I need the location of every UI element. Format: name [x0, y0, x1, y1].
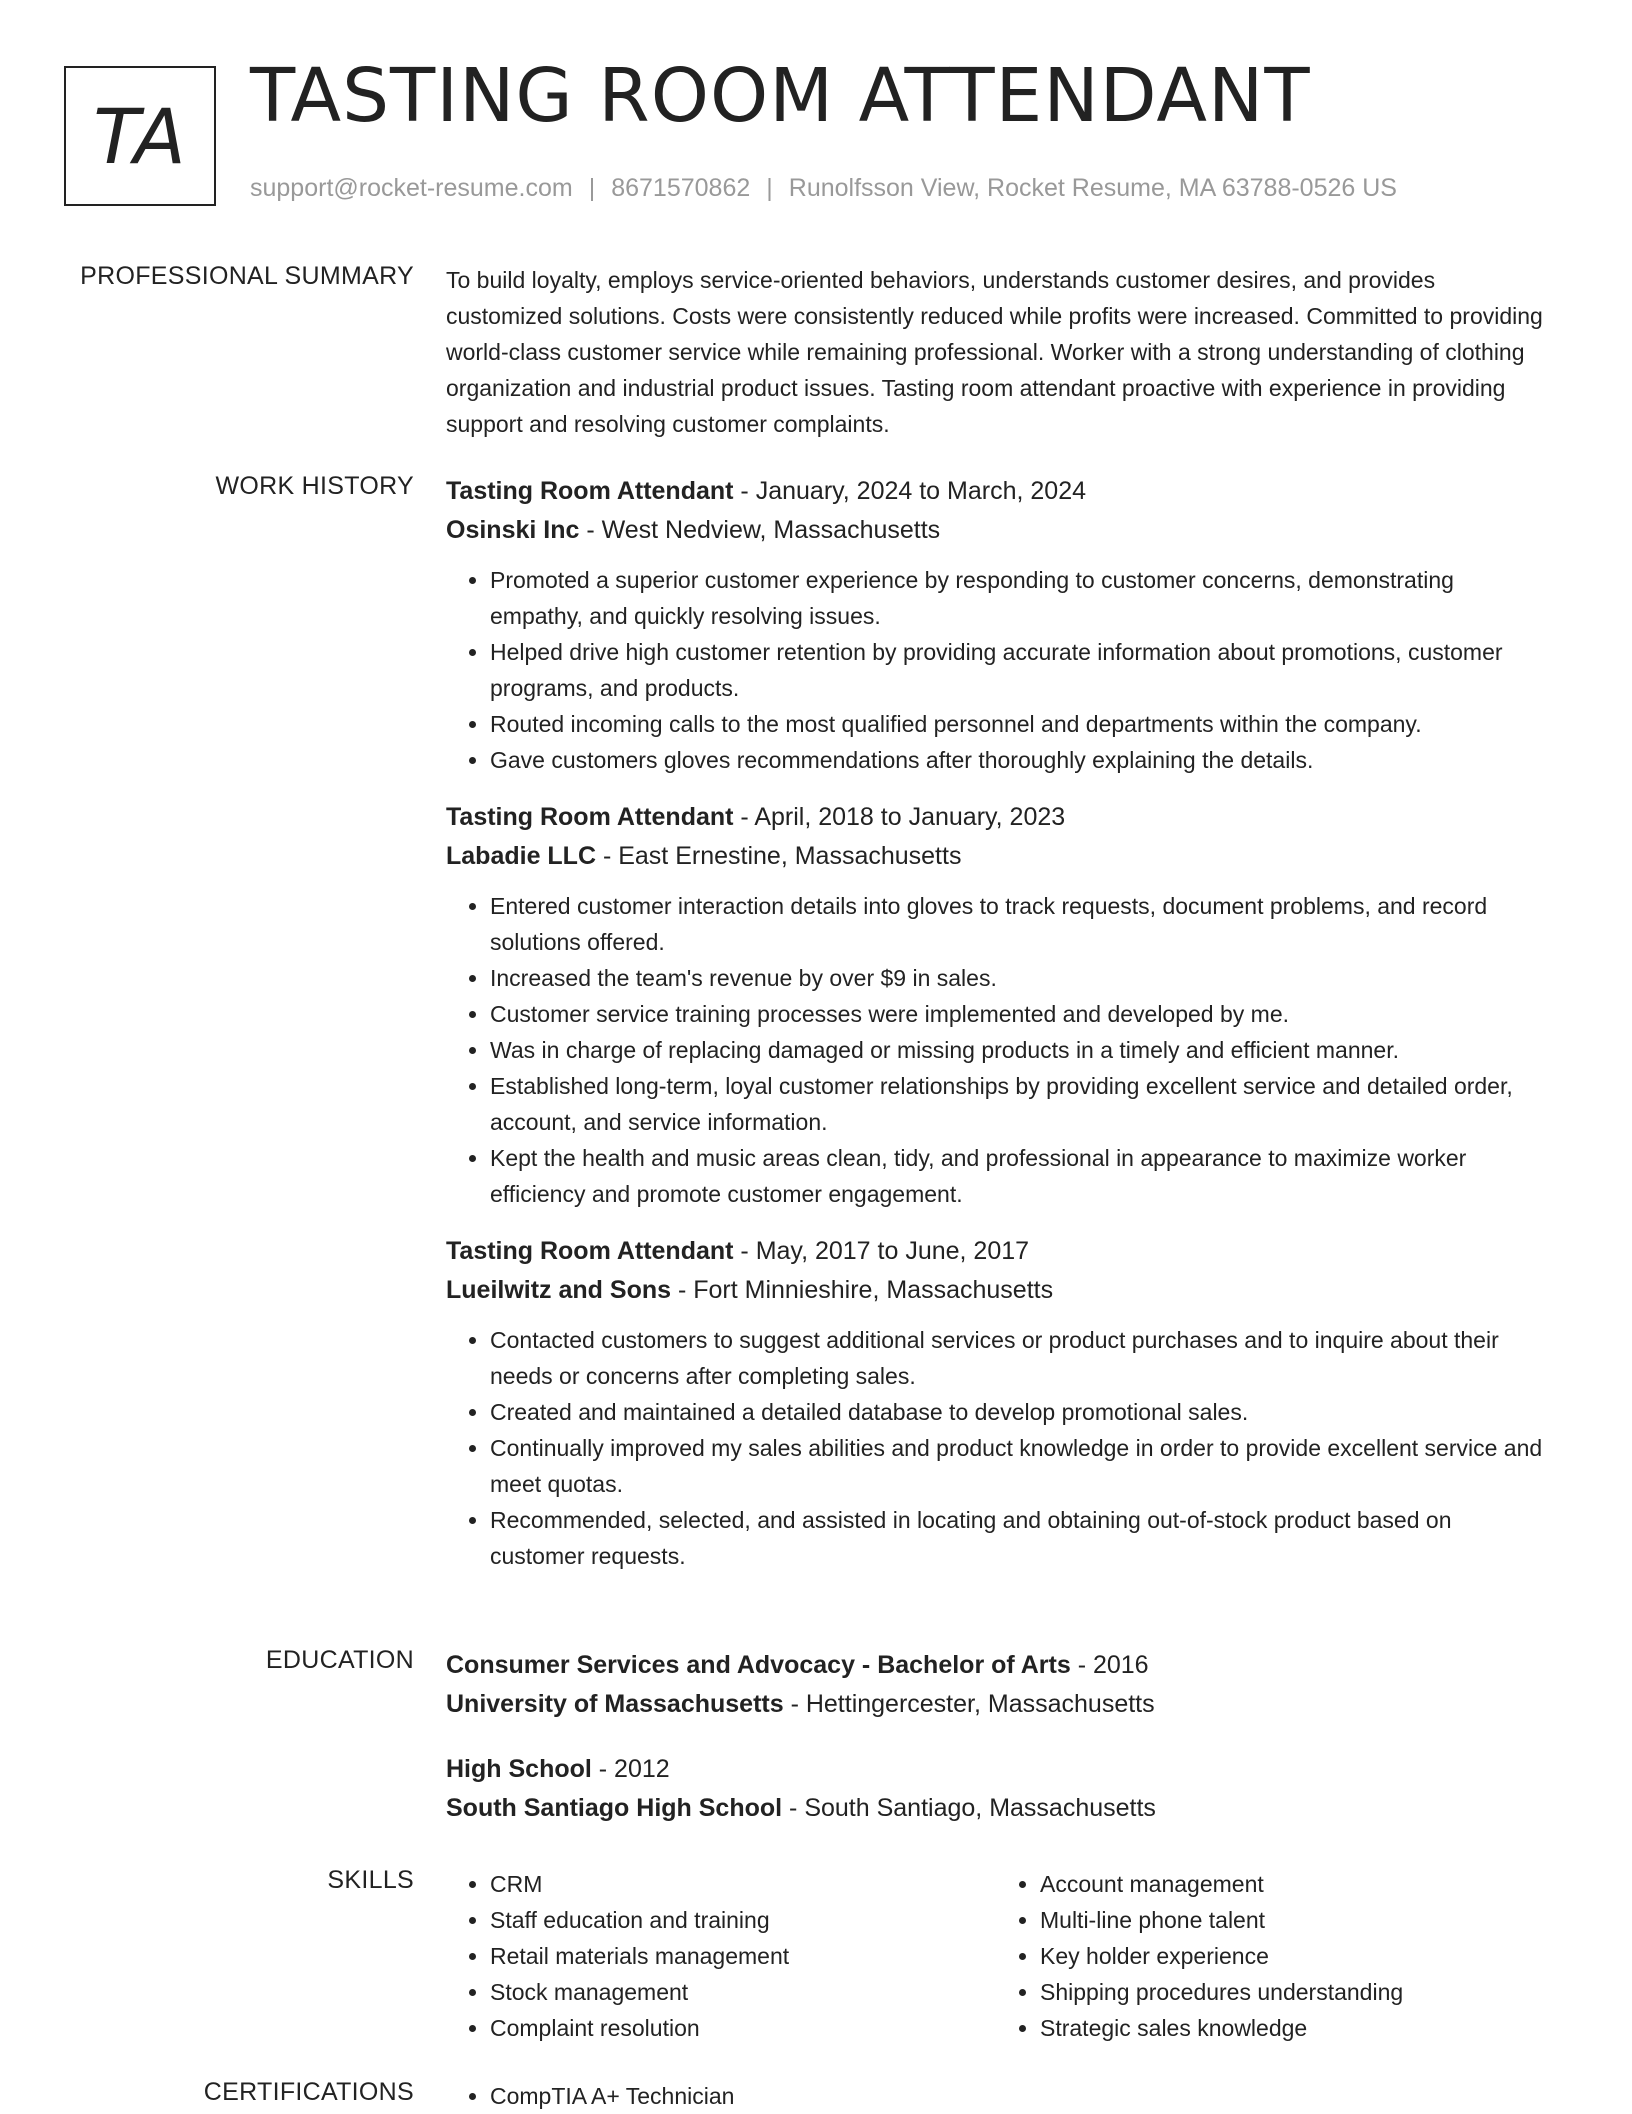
job-bullet: • Increased the team's revenue by over $9 in sales. — [490, 960, 1546, 996]
skill-item: • Stock management — [490, 1974, 996, 2010]
job-company: Osinski Inc — [446, 516, 580, 544]
job-company: Lueilwitz and Sons — [446, 1276, 672, 1304]
monogram-initials: TA — [93, 91, 187, 181]
degree: High School — [446, 1755, 592, 1783]
contact-separator: | — [588, 174, 596, 202]
job-bullet: • Promoted a superior customer experience by responding to customer concerns, demonstrating empathy, and quickly resolving issues. — [490, 562, 1546, 634]
education-entry — [446, 1646, 1546, 1724]
certifications-body — [446, 2078, 1546, 2114]
certifications-list — [446, 2078, 1546, 2114]
contact-line — [250, 174, 1397, 203]
job-title-line — [446, 472, 1546, 511]
degree-line — [446, 1646, 1546, 1685]
job-bullets — [446, 1322, 1546, 1574]
job-dates: - April, 2018 to January, 2023 — [733, 803, 1066, 831]
skill-item: • CRM — [490, 1866, 996, 1902]
skill-item: • Retail materials management — [490, 1938, 996, 1974]
section-label-certifications: CERTIFICATIONS — [203, 2078, 414, 2106]
job-bullet: • Entered customer interaction details into gloves to track requests, document problems, and record solutions offered. — [490, 888, 1546, 960]
job-location: - Fort Minnieshire, Massachusetts — [671, 1276, 1054, 1304]
monogram-badge — [64, 66, 216, 206]
job-bullets — [446, 562, 1546, 778]
certification-item: • CompTIA A+ Technician — [490, 2078, 1546, 2114]
job-entry — [446, 1232, 1546, 1574]
section-label-work-history: WORK HISTORY — [215, 472, 414, 500]
skill-item: • Account management — [1040, 1866, 1546, 1902]
job-bullet: • Customer service training processes were implemented and developed by me. — [490, 996, 1546, 1032]
skill-item: • Shipping procedures understanding — [1040, 1974, 1546, 2010]
school-line — [446, 1685, 1546, 1724]
skills-body — [446, 1866, 1546, 2046]
section-label-skills: SKILLS — [327, 1866, 414, 1894]
work-history-body — [446, 472, 1546, 1594]
education-body — [446, 1646, 1546, 1854]
job-bullet: • Routed incoming calls to the most qualified personnel and departments within the company. — [490, 706, 1546, 742]
job-bullet: • Created and maintained a detailed database to develop promotional sales. — [490, 1394, 1546, 1430]
job-bullet: • Helped drive high customer retention by providing accurate information about promotions, customer programs, and products. — [490, 634, 1546, 706]
job-bullet: • Recommended, selected, and assisted in locating and obtaining out-of-stock product based on customer requests. — [490, 1502, 1546, 1574]
job-location: - East Ernestine, Massachusetts — [596, 842, 962, 870]
skills-list-right — [996, 1866, 1546, 2046]
job-title-line — [446, 1232, 1546, 1271]
job-company-line — [446, 837, 1546, 876]
job-company: Labadie LLC — [446, 842, 597, 870]
job-title: Tasting Room Attendant — [446, 1237, 734, 1265]
job-bullet: • Established long-term, loyal customer relationships by providing excellent service and detailed order, account, and service information. — [490, 1068, 1546, 1140]
job-bullet: • Was in charge of replacing damaged or missing products in a timely and efficient manner. — [490, 1032, 1546, 1068]
skills-list-left — [446, 1866, 996, 2046]
summary-text: To build loyalty, employs service-oriented behaviors, understands customer desires, and provides customized solutions. Costs were consistently reduced while profits were increased. Committed to providing world-class customer service while remaining professional. Worker with a strong understanding of clothing organization and industrial product issues. Tasting room attendant proactive with experience in providing support and resolving customer complaints. — [446, 267, 1543, 437]
school-line — [446, 1789, 1546, 1828]
job-entry — [446, 798, 1546, 1212]
job-bullets — [446, 888, 1546, 1212]
degree-line — [446, 1750, 1546, 1789]
job-bullet: • Gave customers gloves recommendations after thoroughly explaining the details. — [490, 742, 1546, 778]
degree-year: - 2012 — [591, 1755, 670, 1783]
section-label-summary: PROFESSIONAL SUMMARY — [80, 262, 414, 290]
school-location: - Hettingercester, Massachusetts — [783, 1690, 1155, 1718]
job-bullet: • Kept the health and music areas clean, tidy, and professional in appearance to maximize worker efficiency and promote customer engagement. — [490, 1140, 1546, 1212]
job-title: Tasting Room Attendant — [446, 477, 734, 505]
job-dates: - January, 2024 to March, 2024 — [733, 477, 1086, 505]
contact-phone[interactable]: 8671570862 — [611, 174, 751, 202]
school-location: - South Santiago, Massachusetts — [782, 1794, 1156, 1822]
job-bullet: • Contacted customers to suggest additional services or product purchases and to inquire about their needs or concerns after completing sales. — [490, 1322, 1546, 1394]
skill-item: • Multi-line phone talent — [1040, 1902, 1546, 1938]
skill-item: • Key holder experience — [1040, 1938, 1546, 1974]
section-label-education: EDUCATION — [265, 1646, 414, 1674]
skill-item: • Complaint resolution — [490, 2010, 996, 2046]
skill-item: • Strategic sales knowledge — [1040, 2010, 1546, 2046]
job-company-line — [446, 1271, 1546, 1310]
contact-separator: | — [766, 174, 773, 202]
job-entry — [446, 472, 1546, 778]
school: University of Massachusetts — [446, 1690, 784, 1718]
school: South Santiago High School — [446, 1794, 783, 1822]
job-company-line — [446, 511, 1546, 550]
job-location: - West Nedview, Massachusetts — [579, 516, 941, 544]
job-title: Tasting Room Attendant — [446, 803, 734, 831]
job-title-line — [446, 798, 1546, 837]
degree: Consumer Services and Advocacy - Bachelor of Arts — [446, 1651, 1071, 1679]
skill-item: • Staff education and training — [490, 1902, 996, 1938]
contact-address: Runolfsson View, Rocket Resume, MA 63788-0526 US — [788, 174, 1397, 202]
degree-year: - 2016 — [1070, 1651, 1149, 1679]
contact-email[interactable]: support@rocket-resume.com — [250, 174, 573, 202]
job-dates: - May, 2017 to June, 2017 — [733, 1237, 1030, 1265]
resume-name: TASTING ROOM ATTENDANT — [250, 53, 1311, 139]
job-bullet: • Continually improved my sales abilities and product knowledge in order to provide excellent service and meet quotas. — [490, 1430, 1546, 1502]
summary-body — [446, 262, 1546, 442]
education-entry — [446, 1750, 1546, 1828]
